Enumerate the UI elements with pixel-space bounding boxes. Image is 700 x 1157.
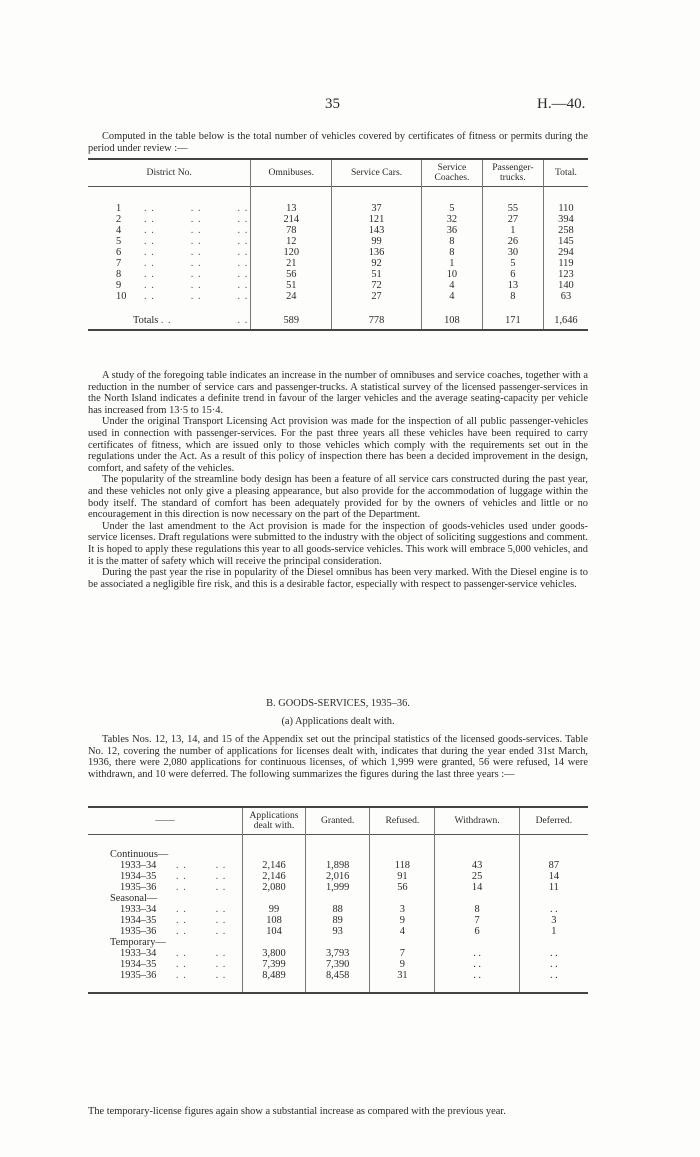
value-cell: 119 [543, 258, 588, 269]
table-row [88, 247, 588, 258]
value-cell: 140 [543, 280, 588, 291]
totals-label: Totals . . . . [133, 315, 249, 326]
value-cell: 110 [543, 203, 588, 214]
value-cell: 25 [435, 871, 519, 882]
value-cell: 89 [306, 915, 370, 926]
value-cell: . . [519, 970, 588, 981]
value-cell: 27 [332, 291, 422, 302]
year-cell: 1934–35 . . . . [120, 958, 227, 970]
value-cell: 2,016 [306, 871, 370, 882]
table-row [88, 280, 588, 291]
district-cell: 9 . . . . . . [116, 279, 249, 291]
value-cell: 26 [482, 236, 543, 247]
value-cell: 37 [332, 203, 422, 214]
value-cell: 14 [435, 882, 519, 893]
district-cell: 4 . . . . . . [116, 224, 249, 236]
value-cell: 72 [332, 280, 422, 291]
value-cell: 294 [543, 247, 588, 258]
group-label: Continuous— [110, 848, 169, 860]
value-cell: 87 [519, 860, 588, 871]
value-cell: 2,080 [243, 882, 306, 893]
totals-value: 1,646 [543, 313, 588, 330]
paragraph: Under the last amendment to the Act provision is made for the inspection of goods-vehicles used under goods-service licenses. Draft regulations were submitted to the industry with the object of soliciting suggestions and comment. It is hoped to apply these regulations this year to all goods-service vehicles. This work will embrace 5,000 vehicles, and it is the matter of safety which will receive the principal consideration. [88, 520, 588, 567]
value-cell: 7,399 [243, 959, 306, 970]
value-cell: 63 [543, 291, 588, 302]
value-cell: 1 [421, 258, 482, 269]
value-cell: 88 [306, 904, 370, 915]
value-cell: 56 [251, 269, 332, 280]
year-cell: 1934–35 . . . . [120, 870, 227, 882]
value-cell: 1,898 [306, 860, 370, 871]
value-cell: 51 [332, 269, 422, 280]
value-cell: 258 [543, 225, 588, 236]
value-cell: 3 [370, 904, 435, 915]
value-cell: . . [519, 904, 588, 915]
district-cell: 10 . . . . . . [116, 290, 249, 302]
value-cell: 108 [243, 915, 306, 926]
value-cell: 36 [421, 225, 482, 236]
value-cell: 55 [482, 203, 543, 214]
value-cell: 8,458 [306, 970, 370, 981]
value-cell: 1 [519, 926, 588, 937]
value-cell: 27 [482, 214, 543, 225]
col-total: Total. [543, 159, 588, 187]
value-cell: 123 [543, 269, 588, 280]
value-cell: 121 [332, 214, 422, 225]
paragraph: Under the original Transport Licensing Act provision was made for the inspection of all public passenger-vehicles used in connection with passenger-services. For the past three years all these vehicles have been required to carry certificates of fitness, which are issued only to those vehicles which comply with the requirements set out in the regulations under the Act. As a result of this policy of inspection there has been a decided improvement in the design, comfort, and safety of the vehicles. [88, 416, 588, 474]
value-cell: . . [519, 948, 588, 959]
col-blank: —— [155, 815, 175, 826]
value-cell: 7 [370, 948, 435, 959]
paragraph: During the past year the rise in popularity of the Diesel omnibus has been very marked. With the Diesel engine is to be associated a negligible fire risk, and this is a desirable factor, especially with respect to passenger-service vehicles. [88, 567, 588, 590]
table-row [88, 225, 588, 236]
value-cell: 99 [243, 904, 306, 915]
closing-paragraph: The temporary-license figures again show a substantial increase as compared with the previous year. [88, 1106, 506, 1117]
year-cell: 1935–36 . . . . [120, 969, 227, 981]
group-label: Temporary— [110, 936, 166, 948]
totals-value: 108 [421, 313, 482, 330]
table-row [88, 915, 588, 926]
value-cell: 7,390 [306, 959, 370, 970]
table-row [88, 959, 588, 970]
value-cell: 10 [421, 269, 482, 280]
col-deferred: Deferred. [519, 807, 588, 835]
value-cell: 11 [519, 882, 588, 893]
totals-value: 778 [332, 313, 422, 330]
value-cell: 5 [482, 258, 543, 269]
value-cell: 12 [251, 236, 332, 247]
value-cell: 4 [370, 926, 435, 937]
page-number: 35 [325, 96, 340, 112]
value-cell: 14 [519, 871, 588, 882]
value-cell: . . [435, 959, 519, 970]
paragraph: The popularity of the streamline body design has been a feature of all service cars constructed during the past year, and these vehicles not only give a pleasing appearance, but also provide for the accommodation of luggage within the body itself. The standard of comfort has been adequately provided for by the owners of vehicles and little or no encouragement in this direction is now necessary on the part of the Department. [88, 474, 588, 521]
value-cell: 51 [251, 280, 332, 291]
intro-paragraph: Computed in the table below is the total number of vehicles covered by certificates of fitness or permits during the period under review :— [88, 131, 588, 154]
col-service-coaches: Service Coaches. [421, 159, 482, 187]
value-cell: 9 [370, 915, 435, 926]
col-service-cars: Service Cars. [332, 159, 422, 187]
totals-value: 171 [482, 313, 543, 330]
group-row [88, 849, 588, 860]
value-cell: 5 [421, 203, 482, 214]
value-cell: 7 [435, 915, 519, 926]
district-cell: 6 . . . . . . [116, 246, 249, 258]
value-cell: 31 [370, 970, 435, 981]
value-cell: 13 [482, 280, 543, 291]
value-cell: 214 [251, 214, 332, 225]
year-cell: 1933–34 . . . . [120, 903, 227, 915]
table-row [88, 871, 588, 882]
value-cell: 2,146 [243, 860, 306, 871]
value-cell: 78 [251, 225, 332, 236]
paragraph: A study of the foregoing table indicates an increase in the number of omnibuses and service coaches, together with a reduction in the number of service cars and passenger-trucks. A statistical survey of the licensed passenger-services in the North Island indicates a definite trend in favour of the larger vehicles and the average seating-capacity per vehicle has increased from 13·5 to 15·4. [88, 370, 588, 416]
year-cell: 1935–36 . . . . [120, 881, 227, 893]
applications-table [88, 806, 588, 994]
value-cell: 120 [251, 247, 332, 258]
value-cell: 1 [482, 225, 543, 236]
value-cell: 8,489 [243, 970, 306, 981]
col-passenger-trucks: Passenger-trucks. [482, 159, 543, 187]
value-cell: 4 [421, 291, 482, 302]
value-cell: 6 [482, 269, 543, 280]
table-row [88, 860, 588, 871]
group-row [88, 893, 588, 904]
table-row [88, 258, 588, 269]
value-cell: 394 [543, 214, 588, 225]
value-cell: 6 [435, 926, 519, 937]
value-cell: 104 [243, 926, 306, 937]
value-cell: 93 [306, 926, 370, 937]
body-paragraphs [88, 370, 588, 590]
value-cell: 92 [332, 258, 422, 269]
col-granted: Granted. [306, 807, 370, 835]
document-reference: H.—40. [537, 96, 586, 112]
value-cell: 143 [332, 225, 422, 236]
value-cell: 8 [421, 247, 482, 258]
group-label: Seasonal— [110, 892, 158, 904]
district-cell: 7 . . . . . . [116, 257, 249, 269]
table-row [88, 214, 588, 225]
year-cell: 1933–34 . . . . [120, 859, 227, 871]
col-withdrawn: Withdrawn. [435, 807, 519, 835]
value-cell: 3,800 [243, 948, 306, 959]
table-row [88, 203, 588, 214]
value-cell: . . [435, 970, 519, 981]
value-cell: 13 [251, 203, 332, 214]
col-refused: Refused. [370, 807, 435, 835]
table-row [88, 970, 588, 981]
year-cell: 1935–36 . . . . [120, 925, 227, 937]
value-cell: 32 [421, 214, 482, 225]
district-cell: 1 . . . . . . [116, 202, 249, 214]
value-cell: 3,793 [306, 948, 370, 959]
value-cell: 145 [543, 236, 588, 247]
table-row [88, 882, 588, 893]
section-subtitle: (a) Applications dealt with. [281, 716, 395, 727]
value-cell: . . [519, 959, 588, 970]
section-paragraph: Tables Nos. 12, 13, 14, and 15 of the Appendix set out the principal statistics of the licensed goods-services. Table No. 12, covering the number of applications for licenses dealt with, indicates that during the year ended 31st March, 1936, there were 2,080 applications for continuous licenses, of which 1,999 were granted, 56 were refused, 14 were withdrawn, and 10 were deferred. The following summarizes the figures during the last three years :— [88, 734, 588, 780]
col-omnibuses: Omnibuses. [251, 159, 332, 187]
col-applications: Applications dealt with. [243, 807, 306, 835]
value-cell: 43 [435, 860, 519, 871]
value-cell: . . [435, 948, 519, 959]
value-cell: 118 [370, 860, 435, 871]
value-cell: 99 [332, 236, 422, 247]
value-cell: 8 [435, 904, 519, 915]
vehicles-table [88, 158, 588, 331]
value-cell: 3 [519, 915, 588, 926]
value-cell: 2,146 [243, 871, 306, 882]
year-cell: 1933–34 . . . . [120, 947, 227, 959]
table-row [88, 269, 588, 280]
value-cell: 136 [332, 247, 422, 258]
district-cell: 2 . . . . . . [116, 213, 249, 225]
value-cell: 8 [421, 236, 482, 247]
value-cell: 56 [370, 882, 435, 893]
district-cell: 5 . . . . . . [116, 235, 249, 247]
value-cell: 8 [482, 291, 543, 302]
table-row [88, 904, 588, 915]
value-cell: 4 [421, 280, 482, 291]
table-row [88, 948, 588, 959]
value-cell: 24 [251, 291, 332, 302]
value-cell: 21 [251, 258, 332, 269]
district-cell: 8 . . . . . . [116, 268, 249, 280]
table-row [88, 291, 588, 302]
value-cell: 91 [370, 871, 435, 882]
value-cell: 30 [482, 247, 543, 258]
table-row [88, 926, 588, 937]
totals-value: 589 [251, 313, 332, 330]
value-cell: 9 [370, 959, 435, 970]
value-cell: 1,999 [306, 882, 370, 893]
table-row [88, 236, 588, 247]
year-cell: 1934–35 . . . . [120, 914, 227, 926]
section-title: B. GOODS-SERVICES, 1935–36. [266, 698, 410, 709]
group-row [88, 937, 588, 948]
col-district: District No. [146, 167, 192, 178]
